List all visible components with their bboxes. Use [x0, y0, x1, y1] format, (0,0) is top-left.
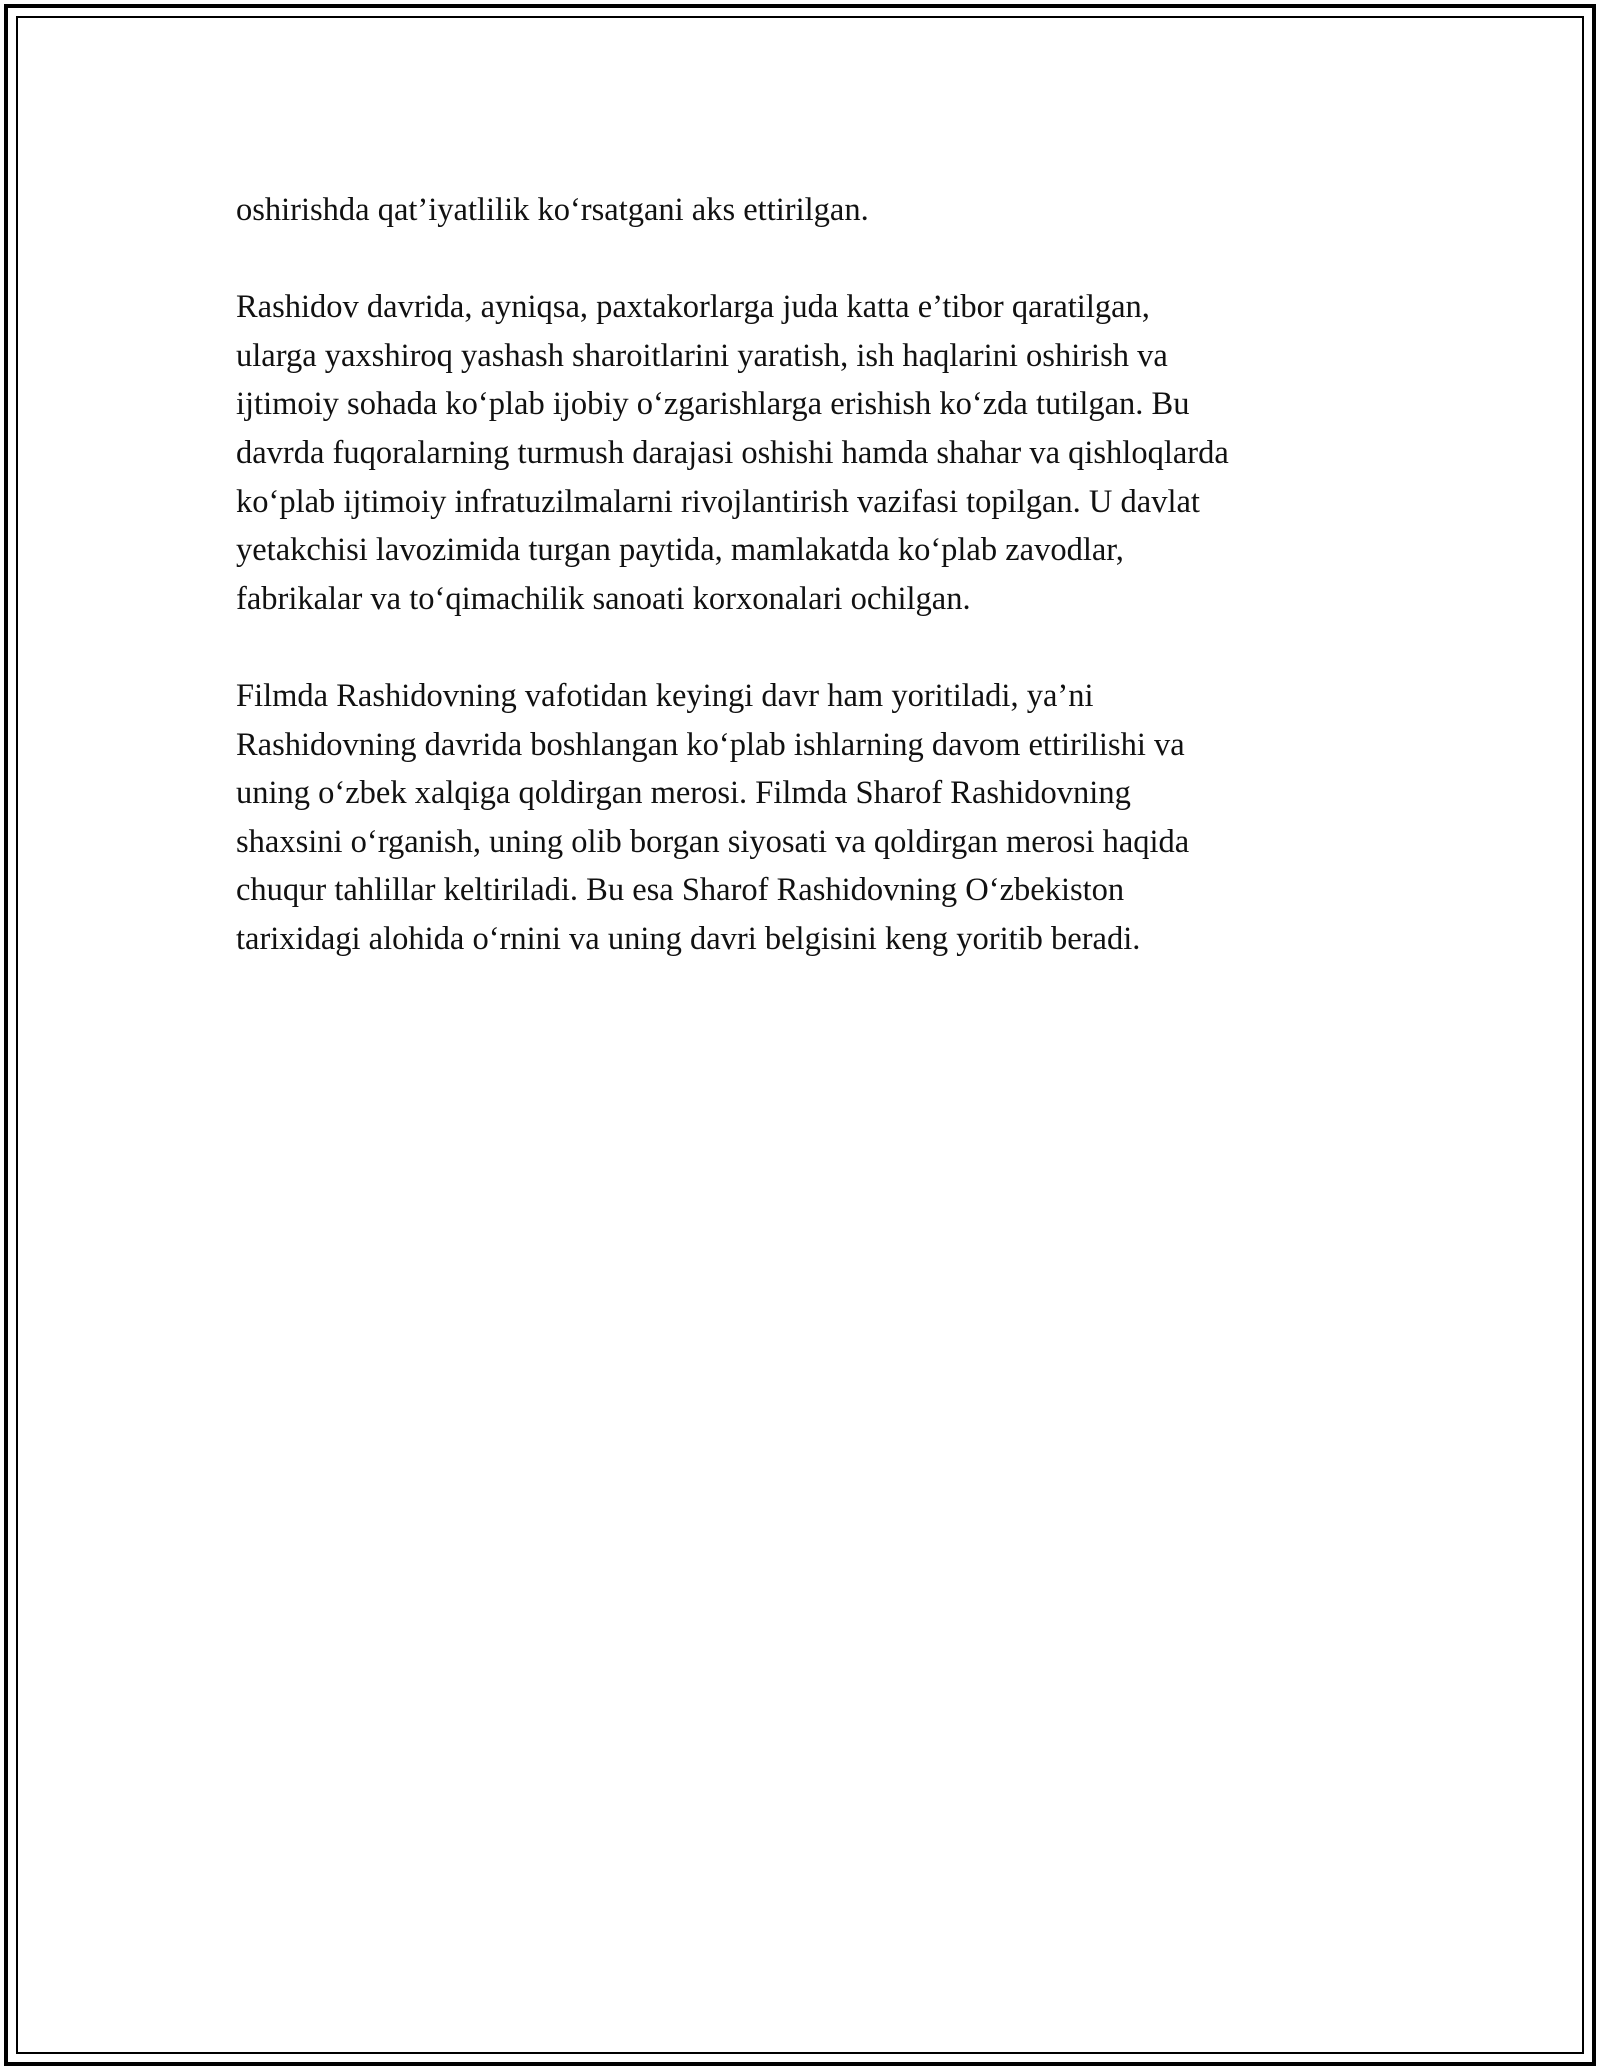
text-line: uning o‘zbek xalqiga qoldirgan merosi. Filmda Sharof Rashidovning	[236, 775, 1131, 812]
paragraph-3	[236, 672, 1396, 964]
text-line: yetakchisi lavozimida turgan paytida, mamlakatda ko‘plab zavodlar,	[236, 532, 1124, 569]
text-line: ko‘plab ijtimoiy infratuzilmalarni rivojlantirish vazifasi topilgan. U davlat	[236, 483, 1200, 520]
text-line: fabrikalar va to‘qimachilik sanoati korxonalari ochilgan.	[236, 580, 971, 617]
paragraph-2	[236, 283, 1396, 623]
text-line: Rashidovning davrida boshlangan ko‘plab ishlarning davom ettirilishi va	[236, 726, 1185, 763]
text-line: shaxsini o‘rganish, uning olib borgan siyosati va qoldirgan merosi haqida	[236, 823, 1190, 860]
text-line: ijtimoiy sohada ko‘plab ijobiy o‘zgarishlarga erishish ko‘zda tutilgan. Bu	[236, 386, 1190, 423]
text-line: Rashidov davrida, ayniqsa, paxtakorlarga juda katta e’tibor qaratilgan,	[236, 289, 1150, 326]
text-line: oshirishda qat’iyatlilik ko‘rsatgani aks ettirilgan.	[236, 192, 869, 228]
text-line: chuqur tahlillar keltiriladi. Bu esa Sharof Rashidovning O‘zbekiston	[236, 872, 1125, 909]
text-line: davrda fuqoralarning turmush darajasi oshishi hamda shahar va qishloqlarda	[236, 434, 1229, 471]
paragraph-1	[236, 186, 1396, 235]
document-body	[236, 186, 1396, 1012]
text-line: ularga yaxshiroq yashash sharoitlarini yaratish, ish haqlarini oshirish va	[236, 337, 1168, 374]
text-line: Filmda Rashidovning vafotidan keyingi davr ham yoritiladi, ya’ni	[236, 677, 1094, 714]
text-line: tarixidagi alohida o‘rnini va uning davri belgisini keng yoritib beradi.	[236, 920, 1141, 957]
